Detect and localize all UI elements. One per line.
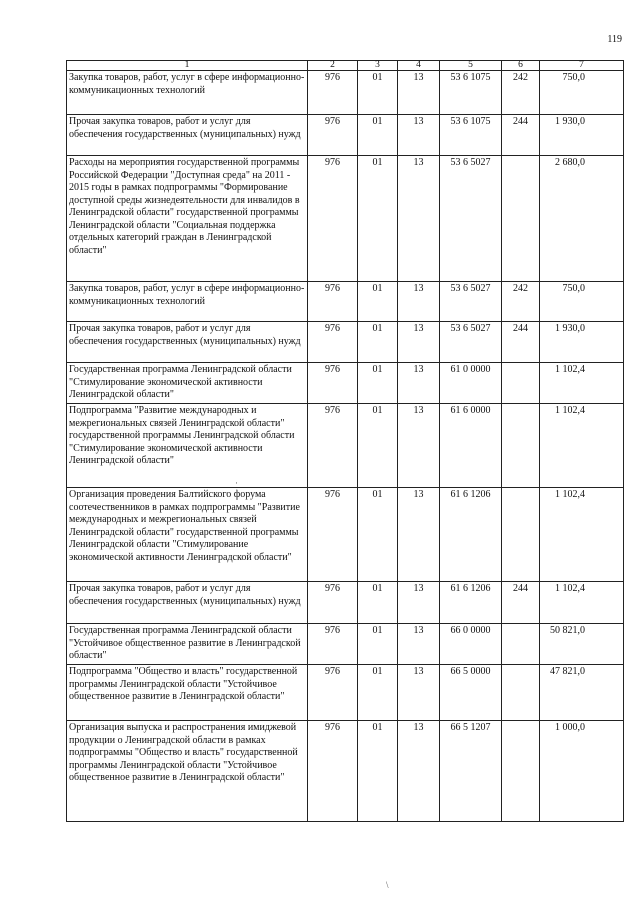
- row-amount: 750,0: [540, 282, 624, 322]
- row-expense-type: 244: [502, 582, 540, 624]
- row-expense-type: [502, 665, 540, 721]
- row-expense-type: [502, 404, 540, 488]
- row-amount: 50 821,0: [540, 624, 624, 665]
- page-number: 119: [607, 34, 622, 45]
- row-name: Государственная программа Ленинградской области "Стимулирование экономической активности Ленинградской области": [67, 363, 308, 404]
- row-section: 01: [358, 322, 398, 363]
- row-target-article: 66 5 0000: [440, 665, 502, 721]
- row-name: Организация выпуска и распространения имиджевой продукции о Ленинградской области в рамках подпрограммы "Общество и власть" государственной программы Ленинградской области "Устойчивое общественное развитие в Ленинградской области": [67, 721, 308, 822]
- row-amount: 750,0: [540, 71, 624, 115]
- row-code-976: 976: [308, 282, 358, 322]
- row-code-976: 976: [308, 71, 358, 115]
- scan-speck: ·: [235, 478, 238, 488]
- row-section: 01: [358, 156, 398, 282]
- row-section: 01: [358, 115, 398, 156]
- table-row: [67, 665, 624, 721]
- header-col-6: 6: [502, 61, 540, 71]
- row-subsection: 13: [398, 71, 440, 115]
- table-header-row: [67, 61, 624, 71]
- table-row: [67, 721, 624, 822]
- row-target-article: 53 6 5027: [440, 156, 502, 282]
- row-amount: 1 102,4: [540, 404, 624, 488]
- row-name: Расходы на мероприятия государственной программы Российской Федерации "Доступная среда" на 2011 - 2015 годы в рамках подпрограммы "Формирование доступной среды жизнедеятельности для инвалидов в Ленинградской области" государственной программы Ленинградской области "Социальная поддержка отдельных категорий граждан в Ленинградской области": [67, 156, 308, 282]
- row-expense-type: [502, 156, 540, 282]
- row-target-article: 61 6 1206: [440, 582, 502, 624]
- row-section: 01: [358, 665, 398, 721]
- row-section: 01: [358, 363, 398, 404]
- row-target-article: 53 6 1075: [440, 71, 502, 115]
- row-target-article: 53 6 5027: [440, 282, 502, 322]
- header-col-4: 4: [398, 61, 440, 71]
- row-expense-type: 244: [502, 322, 540, 363]
- table-row: [67, 404, 624, 488]
- row-subsection: 13: [398, 115, 440, 156]
- table-row: [67, 115, 624, 156]
- header-col-2: 2: [308, 61, 358, 71]
- row-section: 01: [358, 71, 398, 115]
- row-subsection: 13: [398, 404, 440, 488]
- row-expense-type: [502, 363, 540, 404]
- table-row: [67, 582, 624, 624]
- row-name: Закупка товаров, работ, услуг в сфере информационно-коммуникационных технологий: [67, 282, 308, 322]
- row-amount: 1 930,0: [540, 115, 624, 156]
- row-code-976: 976: [308, 582, 358, 624]
- row-amount: 1 930,0: [540, 322, 624, 363]
- row-code-976: 976: [308, 115, 358, 156]
- row-name: Подпрограмма "Общество и власть" государственной программы Ленинградской области "Устойчивое общественное развитие в Ленинградской области": [67, 665, 308, 721]
- table-row: [67, 624, 624, 665]
- row-subsection: 13: [398, 322, 440, 363]
- row-section: 01: [358, 404, 398, 488]
- row-target-article: 53 6 1075: [440, 115, 502, 156]
- row-target-article: 53 6 5027: [440, 322, 502, 363]
- row-target-article: 66 0 0000: [440, 624, 502, 665]
- table-row: [67, 156, 624, 282]
- row-expense-type: [502, 721, 540, 822]
- row-amount: 2 680,0: [540, 156, 624, 282]
- row-target-article: 66 5 1207: [440, 721, 502, 822]
- row-code-976: 976: [308, 322, 358, 363]
- row-code-976: 976: [308, 665, 358, 721]
- row-amount: 1 000,0: [540, 721, 624, 822]
- row-target-article: 61 0 0000: [440, 363, 502, 404]
- row-subsection: 13: [398, 582, 440, 624]
- table-row: [67, 363, 624, 404]
- row-code-976: 976: [308, 156, 358, 282]
- row-name: Закупка товаров, работ, услуг в сфере информационно-коммуникационных технологий: [67, 71, 308, 115]
- row-subsection: 13: [398, 488, 440, 582]
- row-name: Организация проведения Балтийского форума соотечественников в рамках подпрограммы "Развитие международных и межрегиональных связей Ленинградской области" государственной программы Ленинградской области "Стимулирование экономической активности Ленинградской области": [67, 488, 308, 582]
- row-expense-type: [502, 488, 540, 582]
- row-name: Подпрограмма "Развитие международных и межрегиональных связей Ленинградской области" государственной программы Ленинградской области "Стимулирование экономической активности Ленинградской области": [67, 404, 308, 488]
- row-expense-type: 242: [502, 71, 540, 115]
- header-col-1: 1: [67, 61, 308, 71]
- row-code-976: 976: [308, 624, 358, 665]
- row-subsection: 13: [398, 282, 440, 322]
- row-amount: 1 102,4: [540, 582, 624, 624]
- budget-table: [66, 60, 624, 822]
- table-row: [67, 488, 624, 582]
- row-expense-type: [502, 624, 540, 665]
- row-expense-type: 242: [502, 282, 540, 322]
- row-section: 01: [358, 582, 398, 624]
- row-name: Прочая закупка товаров, работ и услуг для обеспечения государственных (муниципальных) нужд: [67, 322, 308, 363]
- header-col-7: 7: [540, 61, 624, 71]
- row-name: Государственная программа Ленинградской области "Устойчивое общественное развитие в Ленинградской области": [67, 624, 308, 665]
- row-code-976: 976: [308, 721, 358, 822]
- row-subsection: 13: [398, 363, 440, 404]
- row-target-article: 61 6 0000: [440, 404, 502, 488]
- row-amount: 1 102,4: [540, 488, 624, 582]
- row-subsection: 13: [398, 721, 440, 822]
- row-subsection: 13: [398, 624, 440, 665]
- scan-speck: \: [386, 880, 389, 890]
- row-name: Прочая закупка товаров, работ и услуг для обеспечения государственных (муниципальных) нужд: [67, 582, 308, 624]
- row-target-article: 61 6 1206: [440, 488, 502, 582]
- row-amount: 47 821,0: [540, 665, 624, 721]
- row-code-976: 976: [308, 404, 358, 488]
- row-section: 01: [358, 282, 398, 322]
- row-section: 01: [358, 488, 398, 582]
- row-subsection: 13: [398, 156, 440, 282]
- table-row: [67, 322, 624, 363]
- row-code-976: 976: [308, 363, 358, 404]
- row-section: 01: [358, 721, 398, 822]
- row-section: 01: [358, 624, 398, 665]
- header-col-3: 3: [358, 61, 398, 71]
- row-amount: 1 102,4: [540, 363, 624, 404]
- row-subsection: 13: [398, 665, 440, 721]
- header-col-5: 5: [440, 61, 502, 71]
- row-name: Прочая закупка товаров, работ и услуг для обеспечения государственных (муниципальных) нужд: [67, 115, 308, 156]
- row-expense-type: 244: [502, 115, 540, 156]
- row-code-976: 976: [308, 488, 358, 582]
- table-row: [67, 71, 624, 115]
- table-row: [67, 282, 624, 322]
